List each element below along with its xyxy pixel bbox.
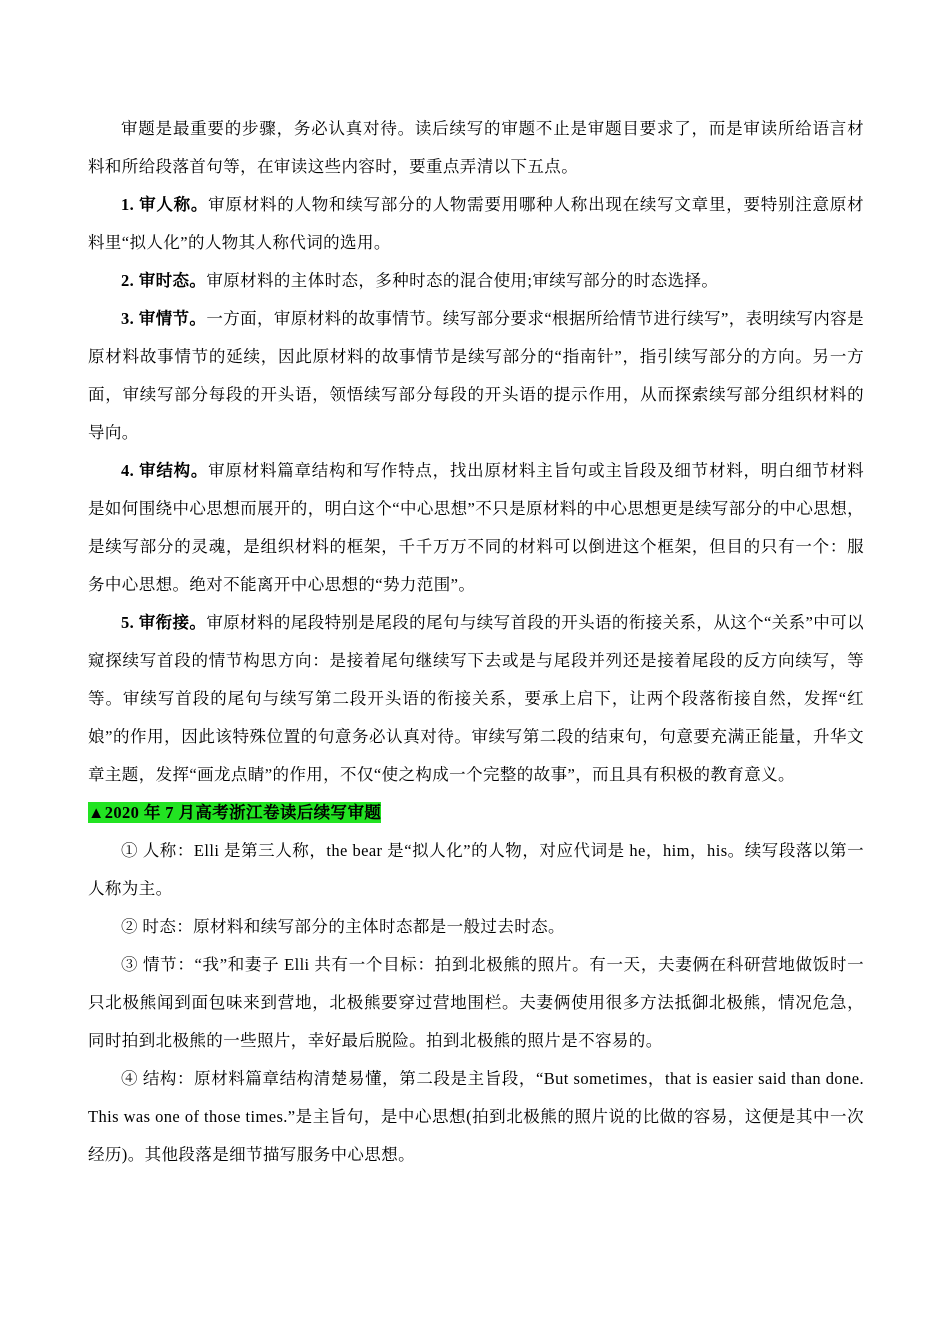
point-person xyxy=(88,186,864,262)
point-structure xyxy=(88,452,864,604)
point-text: 审原材料的尾段特别是尾段的尾句与续写首段的开头语的衔接关系，从这个“关系”中可以窥探续写首段的情节构思方向：是接着尾句继续写下去或是与尾段并列还是接着尾段的反方向续写，等等。审续写首段的尾句与续写第二段开头语的衔接关系，要承上启下，让两个段落衔接自然，发挥“红娘”的作用，因此该特殊位置的句意务必认真对待。审续写第二段的结束句，句意要充满正能量，升华文章主题，发挥“画龙点睛”的作用，不仅“使之构成一个完整的故事”，而且具有积极的教育意义。 xyxy=(88,613,864,784)
section-heading xyxy=(88,794,864,832)
point-cohesion xyxy=(88,604,864,794)
point-label: 5. 审衔接。 xyxy=(121,613,207,632)
point-label: 4. 审结构。 xyxy=(121,461,209,480)
point-label: 3. 审情节。 xyxy=(121,309,207,328)
highlighted-heading-text: ▲2020 年 7 月高考浙江卷读后续写审题 xyxy=(88,803,382,822)
point-text: 审原材料的人物和续写部分的人物需要用哪种人称出现在续写文章里，要特别注意原材料里“拟人化”的人物其人称代词的选用。 xyxy=(88,195,864,252)
point-label: 2. 审时态。 xyxy=(121,271,207,290)
point-tense xyxy=(88,262,864,300)
analysis-plot: ③ 情节：“我”和妻子 Elli 共有一个目标：拍到北极熊的照片。有一天，夫妻俩在科研营地做饭时一只北极熊闻到面包味来到营地，北极熊要穿过营地围栏。夫妻俩使用很多方法抵御北极熊，情况危急，同时拍到北极熊的一些照片，幸好最后脱险。拍到北极熊的照片是不容易的。 xyxy=(88,955,864,1050)
point-text: 审原材料的主体时态，多种时态的混合使用;审续写部分的时态选择。 xyxy=(206,271,719,290)
document-body xyxy=(88,110,864,1174)
point-plot xyxy=(88,300,864,452)
point-text: 一方面，审原材料的故事情节。续写部分要求“根据所给情节进行续写”，表明续写内容是原材料故事情节的延续，因此原材料的故事情节是续写部分的“指南针”，指引续写部分的方向。另一方面，审续写部分每段的开头语，领悟续写部分每段的开头语的提示作用，从而探索续写部分组织材料的导向。 xyxy=(88,309,864,442)
analysis-person: ① 人称：Elli 是第三人称，the bear 是“拟人化”的人物，对应代词是 he，him，his。续写段落以第一人称为主。 xyxy=(88,841,864,898)
intro-paragraph: 审题是最重要的步骤，务必认真对待。读后续写的审题不止是审题目要求了，而是审读所给语言材料和所给段落首句等，在审读这些内容时，要重点弄清以下五点。 xyxy=(88,119,864,176)
analysis-tense: ② 时态：原材料和续写部分的主体时态都是一般过去时态。 xyxy=(121,917,565,936)
point-text: 审原材料篇章结构和写作特点，找出原材料主旨句或主旨段及细节材料，明白细节材料是如何围绕中心思想而展开的，明白这个“中心思想”不只是原材料的中心思想更是续写部分的中心思想，是续写部分的灵魂，是组织材料的框架，千千万万不同的材料可以倒进这个框架，但目的只有一个：服务中心思想。绝对不能离开中心思想的“势力范围”。 xyxy=(88,461,864,594)
analysis-structure: ④ 结构：原材料篇章结构清楚易懂，第二段是主旨段，“But sometimes，that is easier said than done. This was one of those times.”是主旨句，是中心思想(拍到北极熊的照片说的比做的容易，这便是其中一次经历)。其他段落是细节描写服务中心思想。 xyxy=(88,1069,864,1164)
point-label: 1. 审人称。 xyxy=(121,195,209,214)
